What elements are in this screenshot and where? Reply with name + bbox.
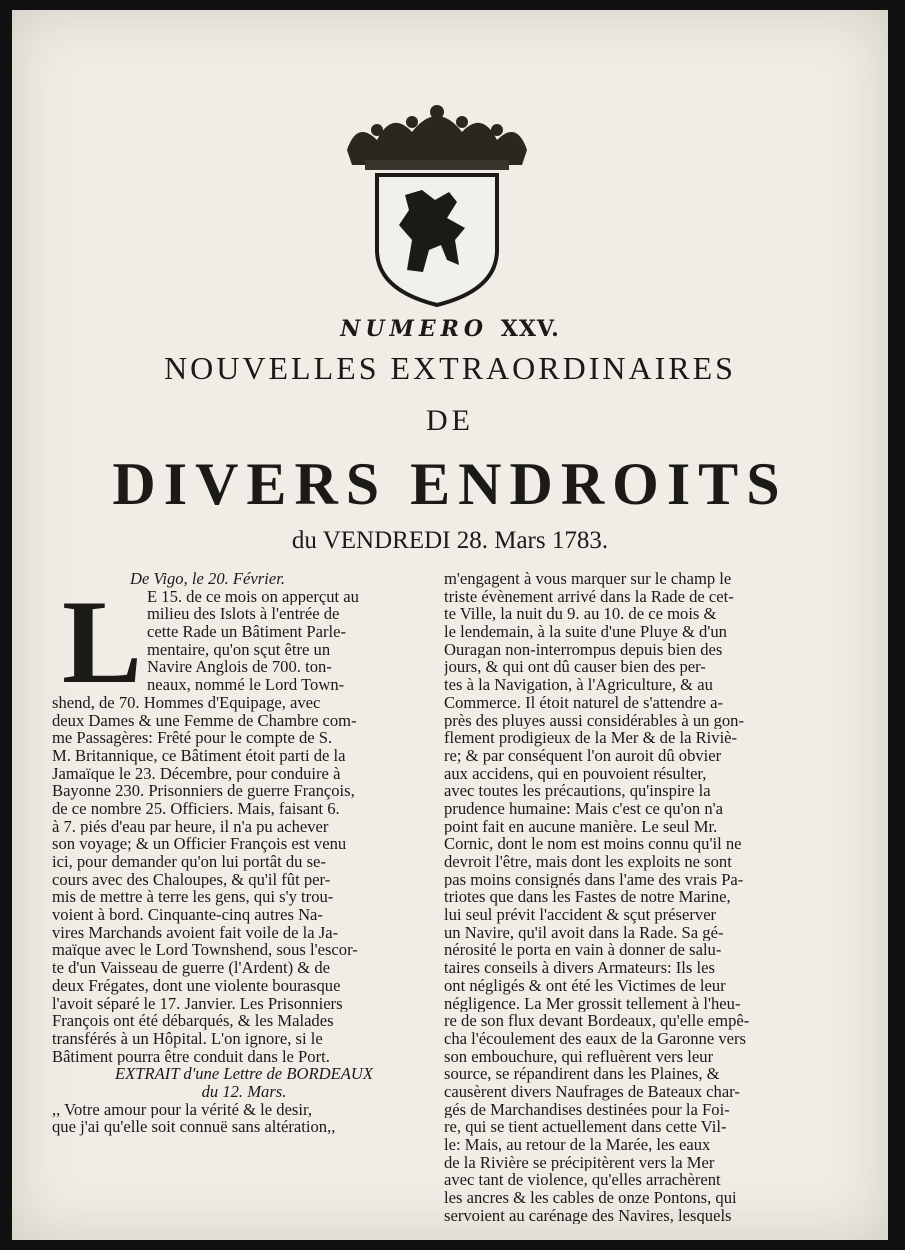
text-line: Cornic, dont le nom est moins connu qu'il ne [444, 835, 742, 853]
text-line: près des pluyes aussi considérables à un gon- [444, 711, 745, 730]
text-line: deux Frégates, dont une violente bourasque [52, 976, 341, 995]
text-line: triste évènement arrivé dans la Rade de cet- [444, 587, 734, 606]
text-line: devroit l'être, mais dont les exploits ne sont [444, 853, 732, 871]
text-line: Bayonne 230. Prisonniers de guerre François, [52, 782, 355, 800]
coat-of-arms-crest-icon [337, 100, 537, 310]
text-line: cours avec des Chaloupes, & qu'il fût per- [52, 870, 331, 889]
text-line: mis de mettre à terre les gens, qui s'y trou- [52, 888, 334, 907]
text-line: nérosité le porta en vain à donner de salu- [444, 941, 722, 960]
issue-number-label: NUMERO [340, 316, 489, 342]
text-line: de ce nombre 25. Officiers. Mais, faisant 6. [52, 799, 340, 818]
issue-date: du VENDREDI 28. Mars 1783. [291, 527, 609, 554]
text-line: triotes que dans les Fastes de notre Marine, [444, 888, 731, 907]
text-line: cette Rade un Bâtiment Parle- [147, 623, 347, 641]
text-line: ici, pour demander qu'on lui portât du se- [52, 853, 326, 871]
text-line: Jamaïque le 23. Décembre, pour conduire à [52, 764, 341, 783]
right-column-body [444, 570, 840, 1224]
text-line: flement prodigieux de la Mer & de la Riviè- [444, 729, 738, 747]
masthead-title-line3: DIVERS ENDROITS [112, 451, 788, 517]
text-line: jours, & qui ont dû causer bien des per- [444, 658, 706, 677]
dateline: De Vigo, le 20. Février. [130, 570, 285, 588]
text-line: ont négligés & ont été les Victimes de leur [444, 976, 726, 995]
extrait-heading: EXTRAIT d'une Lettre de BORDEAUX [115, 1065, 373, 1083]
text-line: lui seul prévit l'accident & sçut préserver [444, 906, 717, 924]
text-line: causèrent divers Naufrages de Bateaux char- [444, 1082, 740, 1101]
text-line: aux accidens, qui en pouvoient résulter, [444, 764, 707, 783]
text-line: Bâtiment pourra être conduit dans le Port. [52, 1047, 330, 1066]
text-line: Navire Anglois de 700. ton- [147, 658, 332, 677]
text-line: re; & par conséquent l'on auroit dû obvier [444, 746, 722, 765]
text-line: à 7. piés d'eau par heure, il n'a pu achever [52, 817, 329, 836]
text-line: transférés à un Hôpital. L'on ignore, si le [52, 1029, 323, 1048]
text-line: de la Rivière se précipitèrent vers la Mer [444, 1153, 715, 1172]
text-line: vires Marchands avoient fait voile de la Ja- [52, 923, 339, 942]
text-line: shend, de 70. Hommes d'Equipage, avec [52, 693, 321, 712]
text-line: te Ville, la nuit du 9. au 10. de ce mois & [444, 605, 717, 624]
masthead-title-line1: NOUVELLES EXTRAORDINAIRES [164, 350, 736, 386]
text-line: M. Britannique, ce Bâtiment étoit parti de la [52, 746, 346, 765]
text-line: son embouchure, qui refluèrent vers leur [444, 1047, 714, 1066]
text-line: me Passagères: Frêté pour le compte de S. [52, 729, 333, 747]
text-line: prudence humaine: Mais c'est ce qu'on n'a [444, 799, 723, 818]
text-line: les ancres & les cables de onze Pontons, qui [444, 1189, 737, 1207]
text-line: ,, Votre amour pour la vérité & le desir, [52, 1100, 313, 1119]
text-line: taires conseils à divers Armateurs: Ils les [444, 959, 715, 977]
text-line: servoient au carénage des Navires, lesquels [444, 1206, 732, 1225]
text-line: avec toutes les précautions, qu'inspire la [444, 782, 711, 800]
masthead-title-line2: DE [426, 404, 474, 437]
drop-cap: L [62, 575, 143, 708]
text-line: source, se répandirent dans les Plaines, & [444, 1065, 720, 1083]
left-column [52, 570, 436, 1136]
issue-number-value: XXV. [500, 316, 560, 342]
text-line: le: Mais, au retour de la Marée, les eaux [444, 1136, 711, 1154]
extrait-date: du 12. Mars. [201, 1082, 287, 1101]
text-line: maïque avec le Lord Townshend, sous l'escor- [52, 941, 358, 960]
text-line: cha l'écoulement des eaux de la Garonne vers [444, 1029, 747, 1048]
text-line: deux Dames & une Femme de Chambre com- [52, 711, 357, 730]
text-line: mentaire, qu'on sçut être un [147, 640, 331, 659]
text-line: re, qui se tient actuellement dans cette Vil- [444, 1118, 727, 1136]
text-line: te d'un Vaisseau de guerre (l'Ardent) & de [52, 959, 330, 977]
newspaper-page [12, 10, 888, 1240]
text-line: Commerce. Il étoit naturel de s'attendre a- [444, 693, 723, 712]
text-line: milieu des Islots à l'entrée de [147, 605, 340, 624]
text-line: point fait en aucune manière. Le seul Mr. [444, 817, 718, 836]
issue-number [12, 316, 888, 342]
text-line: le lendemain, à la suite d'une Pluye & d'un [444, 623, 727, 641]
text-line: re de son flux devant Bordeaux, qu'elle empê- [444, 1012, 750, 1030]
text-line: François ont été débarqués, & les Malades [52, 1012, 334, 1030]
text-line: voient à bord. Cinquante-cinq autres Na- [52, 906, 323, 924]
text-line: tes à la Navigation, à l'Agriculture, & au [444, 676, 713, 694]
text-line: Ouragan non-interrompus depuis bien des [444, 640, 723, 659]
text-line: m'engagent à vous marquer sur le champ le [444, 570, 732, 588]
text-line: que j'ai qu'elle soit connuë sans altération,, [52, 1118, 336, 1136]
letter-opening [52, 1101, 436, 1136]
text-line: négligence. La Mer grossit tellement à l'heu- [444, 994, 741, 1013]
right-column [444, 570, 840, 1224]
text-line: son voyage; & un Officier François est venu [52, 835, 347, 853]
text-line: gés de Marchandises destinées pour la Foi- [444, 1100, 730, 1119]
text-line: neaux, nommé le Lord Town- [147, 676, 345, 694]
text-line: un Navire, qu'il avoit dans la Rade. Sa gé- [444, 923, 724, 942]
text-line: l'avoit séparé le 17. Janvier. Les Prisonniers [52, 994, 343, 1013]
text-line: avec tant de violence, qu'elles arrachèrent [444, 1171, 721, 1190]
text-line: pas moins consignés dans l'ame des vrais Pa- [444, 870, 744, 889]
text-line: E 15. de ce mois on apperçut au [147, 587, 359, 606]
